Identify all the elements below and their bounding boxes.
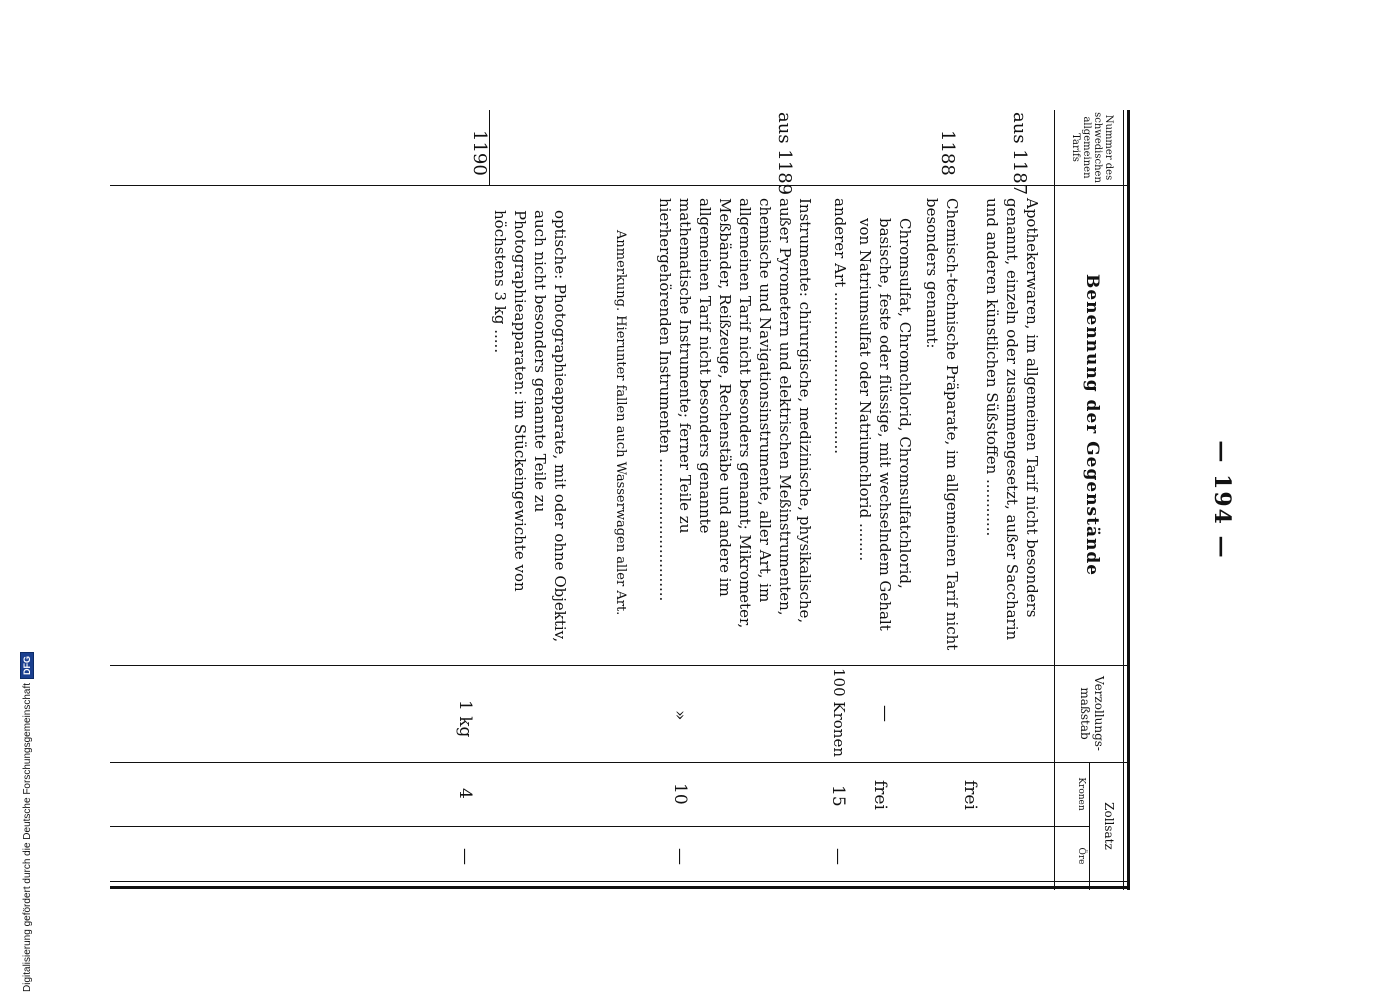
header-kronen: Kronen <box>1076 777 1086 811</box>
row-kronen: 4 <box>455 788 475 799</box>
digitization-credit <box>6 592 33 992</box>
row-ore: — <box>670 848 690 865</box>
row-separator <box>489 110 490 185</box>
page-number: — 194 — <box>1209 440 1235 560</box>
row-description: optische: Photographieapparate, mit oder ohne Objektiv, auch nicht besonders genannte Teile zu Photographieapparaten: im Stückeingewichte von höchstens 3 kg ..... <box>491 210 569 643</box>
row-ore: — <box>455 848 475 865</box>
col-divider-4 <box>110 826 1090 827</box>
row-description: Instrumente: chirurgische, medizinische, physikalische, außer Pyrometern und elektrischen Meßinstrumenten, chemische und Navigationsinstrumente, aller Art, im allgemeinen Tarif nicht besonders genannt; Mikrometer, Meßbänder, Reißzeuge, Rechenstäbe und andere im allgemeinen Tarif nicht besonders genannte mathematische Instrumente; ferner Teile zu hierhergehörenden Instrumenten .............................. <box>656 198 814 629</box>
row-number: aus 1189 <box>774 112 795 196</box>
header-ore: Öre <box>1076 847 1086 865</box>
row-number: 1190 <box>469 130 490 176</box>
row-number: aus 1187 <box>1009 112 1030 196</box>
row-description: Chemisch-technische Präparate, im allgemeinen Tarif nicht besonders genannt: <box>923 198 961 651</box>
header-unit: Verzollungs-maßstab <box>1078 676 1107 751</box>
row-description: Chromsulfat, Chromchlorid, Chromsulfatchlorid, basische, feste oder flüssige, mit wechselndem Gehalt von Natriumsulfat oder Natriumchlorid ........ <box>856 218 914 631</box>
header-description: Benennung der Gegenstände <box>1082 273 1103 577</box>
dfg-logo: DFG <box>20 652 34 679</box>
row-kronen: frei <box>960 780 980 810</box>
row-unit: — <box>875 705 895 722</box>
row-description: Apothekerwaren, im allgemeinen Tarif nicht besonders genannt, einzeln oder zusammengesetzt, außer Saccharin und anderen künstlichen Süßstoffen ............ <box>983 198 1041 641</box>
right-rule-thin <box>110 881 1130 882</box>
header-number: Nummer des schwedischen allgemeinen Tarifs <box>1070 112 1115 183</box>
row-ore: — <box>828 848 848 865</box>
credit-text: Digitalisierung gefördert durch die Deutsche Forschungsgemeinschaft <box>21 682 33 992</box>
col-divider-1 <box>110 185 1130 186</box>
row-unit: » <box>670 710 690 721</box>
col-divider-2 <box>110 665 1130 666</box>
col-divider-3 <box>110 762 1130 763</box>
row-kronen: frei <box>870 780 890 810</box>
header-tariff: Zollsatz <box>1102 802 1116 850</box>
row-description: anderer Art .................................. <box>831 198 849 454</box>
row-unit: 1 kg <box>455 700 475 738</box>
row-note: Anmerkung. Hierunter fallen auch Wasserwagen aller Art. <box>613 230 628 616</box>
right-rule-thick <box>110 886 1130 889</box>
row-unit: 100 Kronen <box>830 668 848 758</box>
row-kronen: 10 <box>670 783 690 805</box>
rotated-page <box>110 110 1235 890</box>
row-kronen: 15 <box>828 785 848 807</box>
row-number: 1188 <box>937 130 958 176</box>
